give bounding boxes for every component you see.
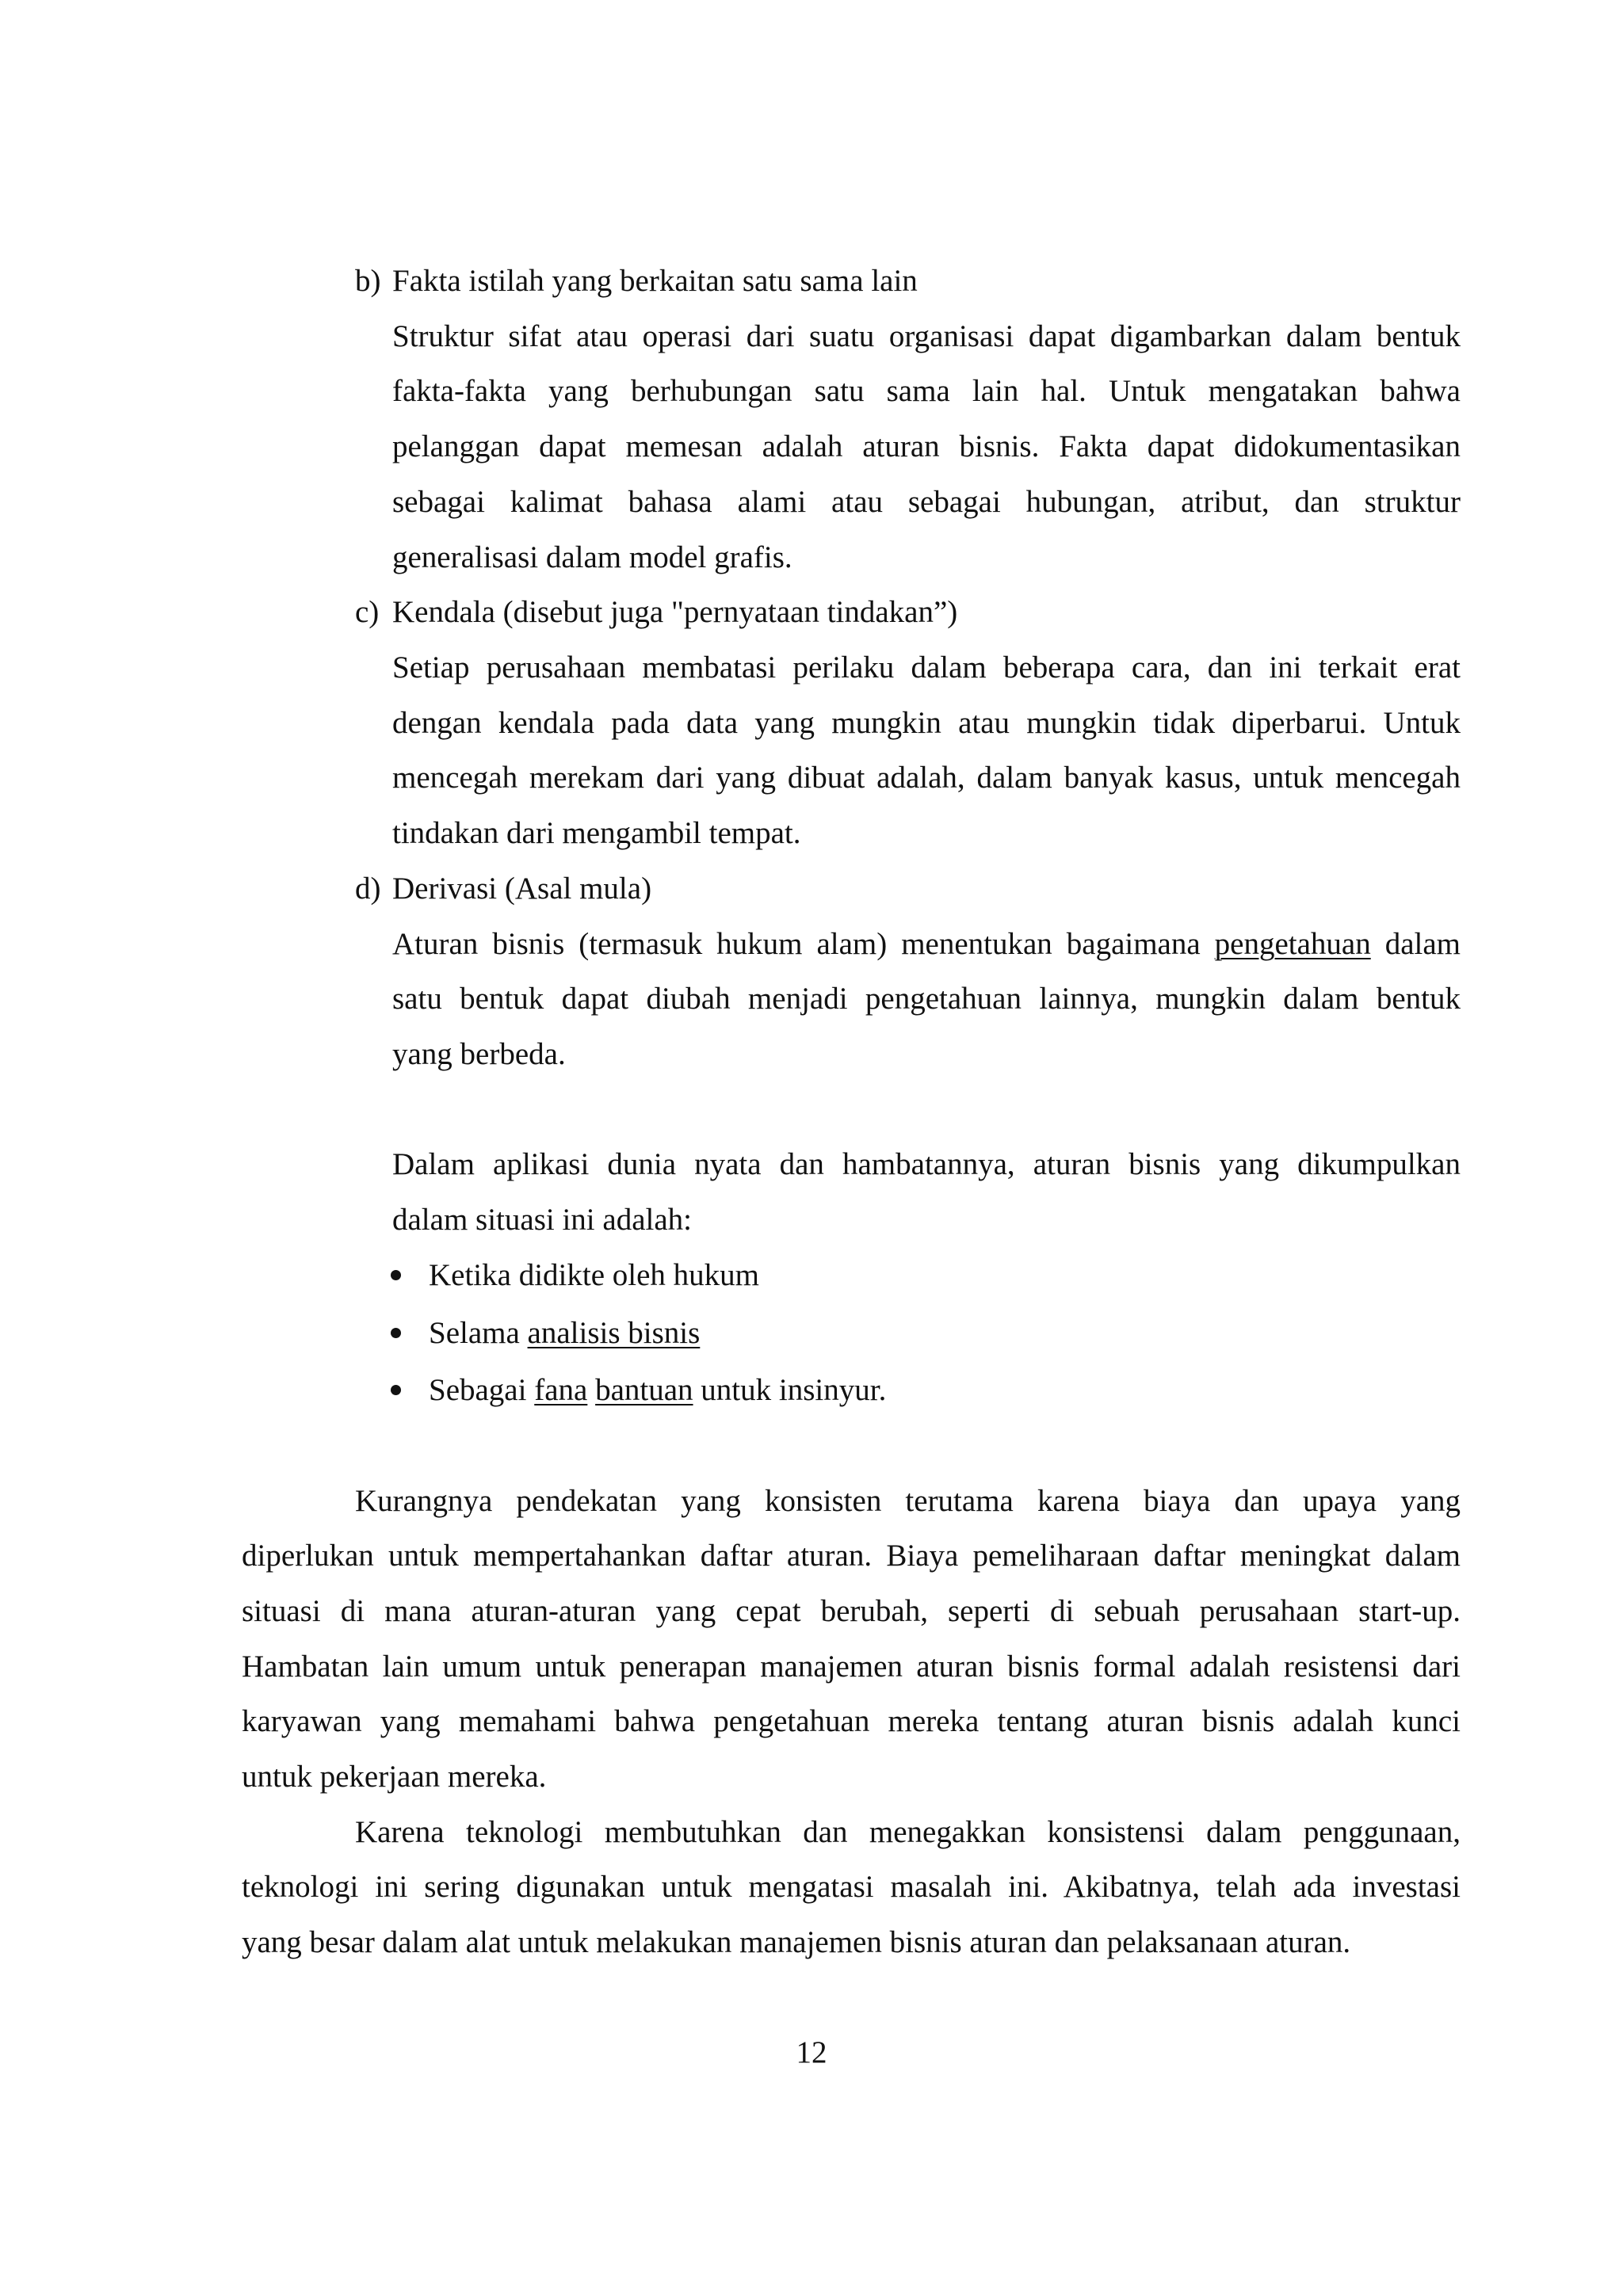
section-title-c: Kendala (disebut juga "pernyataan tindakan”) <box>392 595 958 629</box>
paragraph-1-line: untuk pekerjaan mereka. <box>242 1760 547 1794</box>
bantuan-link[interactable]: bantuan <box>595 1373 693 1407</box>
item-label-d: d) <box>355 871 381 906</box>
section-d-line <box>392 925 1461 963</box>
paragraph-1-line: Hambatan lain umum untuk penerapan manajemen aturan bisnis formal adalah resistensi dari <box>242 1650 1461 1684</box>
bullet-item-3-text: Sebagai <box>429 1373 527 1407</box>
bullet-item-1: Ketika didikte oleh hukum <box>429 1258 760 1292</box>
analisis-bisnis-link[interactable]: analisis bisnis <box>527 1316 701 1350</box>
paragraph-2-line: Karena teknologi membutuhkan dan menegakkan konsistensi dalam penggunaan, <box>355 1815 1461 1849</box>
bullet-icon <box>391 1328 401 1338</box>
section-c-line: Setiap perusahaan membatasi perilaku dalam beberapa cara, dan ini terkait erat <box>392 650 1461 685</box>
section-b-line: generalisasi dalam model grafis. <box>392 540 792 574</box>
section-d-line: yang berbeda. <box>392 1037 566 1071</box>
section-c-line: dengan kendala pada data yang mungkin atau mungkin tidak diperbarui. Untuk <box>392 706 1461 740</box>
page-number: 12 <box>796 2035 827 2069</box>
fana-link[interactable]: fana <box>534 1373 588 1407</box>
paragraph-1-line: situasi di mana aturan-aturan yang cepat berubah, seperti di sebuah perusahaan start-up. <box>242 1594 1461 1628</box>
section-d-line1-pre: Aturan bisnis (termasuk hukum alam) menentukan bagaimana <box>392 927 1201 961</box>
bullet-icon <box>391 1270 401 1280</box>
bullet-item-3 <box>429 1371 886 1409</box>
bullet-item-2 <box>429 1314 700 1352</box>
paragraph-2-line: yang besar dalam alat untuk melakukan manajemen bisnis aturan dan pelaksanaan aturan. <box>242 1925 1351 1959</box>
paragraph-1-line: Kurangnya pendekatan yang konsisten terutama karena biaya dan upaya yang <box>355 1484 1461 1518</box>
section-title-b: Fakta istilah yang berkaitan satu sama lain <box>392 264 918 298</box>
bullet-item-3-post: untuk insinyur. <box>701 1373 887 1407</box>
section-b-line: Struktur sifat atau operasi dari suatu organisasi dapat digambarkan dalam bentuk <box>392 319 1461 353</box>
item-label-c: c) <box>355 595 380 629</box>
paragraph-2-line: teknologi ini sering digunakan untuk mengatasi masalah ini. Akibatnya, telah ada investasi <box>242 1870 1461 1904</box>
intro-line: dalam situasi ini adalah: <box>392 1203 692 1237</box>
section-d-line: satu bentuk dapat diubah menjadi pengetahuan lainnya, mungkin dalam bentuk <box>392 982 1461 1016</box>
section-b-line: sebagai kalimat bahasa alami atau sebagai hubungan, atribut, dan struktur <box>392 485 1461 519</box>
section-c-line: mencegah merekam dari yang dibuat adalah, dalam banyak kasus, untuk mencegah <box>392 761 1461 795</box>
section-title-d: Derivasi (Asal mula) <box>392 871 652 906</box>
pengetahuan-link[interactable]: pengetahuan <box>1214 927 1371 961</box>
section-b-line: pelanggan dapat memesan adalah aturan bisnis. Fakta dapat didokumentasikan <box>392 429 1461 463</box>
section-d-line1-post: dalam <box>1384 927 1461 961</box>
section-b-line: fakta-fakta yang berhubungan satu sama lain hal. Untuk mengatakan bahwa <box>392 374 1461 408</box>
paragraph-1-line: diperlukan untuk mempertahankan daftar aturan. Biaya pemeliharaan daftar meningkat dalam <box>242 1539 1461 1573</box>
item-label-b: b) <box>355 264 381 298</box>
paragraph-1-line: karyawan yang memahami bahwa pengetahuan mereka tentang aturan bisnis adalah kunci <box>242 1704 1461 1738</box>
bullet-item-2-text: Selama <box>429 1316 520 1350</box>
bullet-icon <box>391 1385 401 1395</box>
intro-line: Dalam aplikasi dunia nyata dan hambatannya, aturan bisnis yang dikumpulkan <box>392 1147 1461 1181</box>
section-c-line: tindakan dari mengambil tempat. <box>392 816 801 850</box>
